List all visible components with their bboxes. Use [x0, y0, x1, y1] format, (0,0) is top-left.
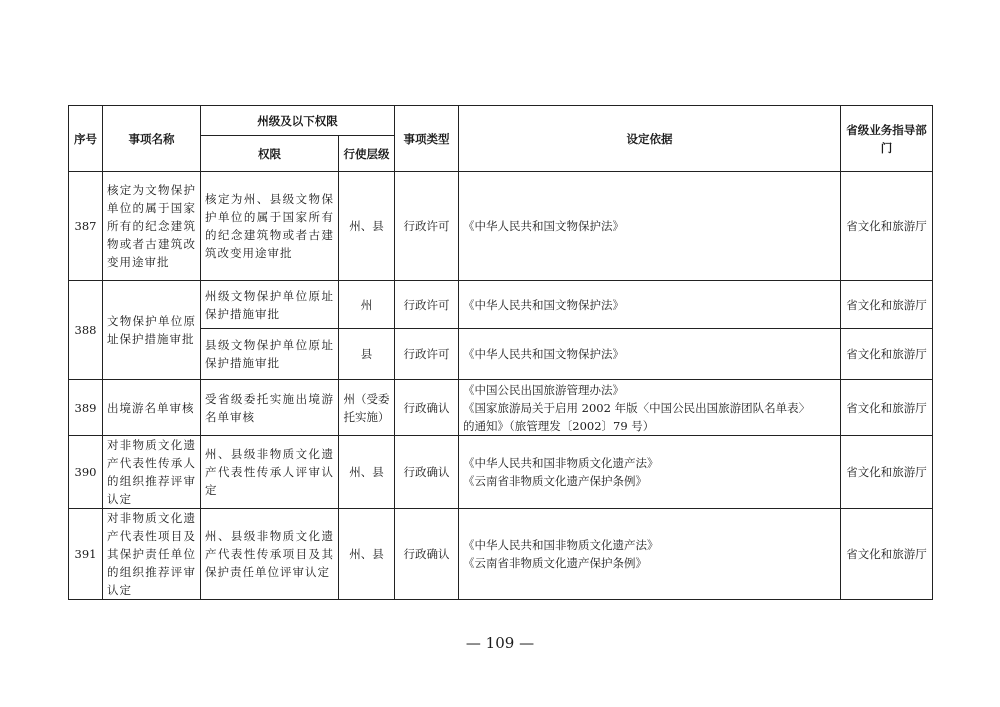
row-scope: 州级文物保护单位原址保护措施审批 [201, 281, 339, 329]
row-level: 县 [339, 329, 395, 380]
row-name: 核定为文物保护单位的属于国家所有的纪念建筑物或者古建筑改变用途审批 [103, 172, 201, 281]
table-body [69, 172, 933, 600]
basis-line: 《中华人民共和国文物保护法》 [463, 297, 624, 312]
row-department: 省文化和旅游厅 [841, 329, 933, 380]
header-authority-group: 州级及以下权限 [201, 106, 395, 136]
row-scope: 核定为州、县级文物保护单位的属于国家所有的纪念建筑物或者古建筑改变用途审批 [201, 172, 339, 281]
row-type: 行政确认 [395, 509, 459, 600]
row-type: 行政许可 [395, 281, 459, 329]
basis-line: 《中华人民共和国非物质文化遗产法》 [463, 538, 659, 552]
row-type: 行政许可 [395, 172, 459, 281]
header-basis: 设定依据 [459, 106, 841, 172]
row-seq: 388 [69, 281, 103, 380]
row-scope: 受省级委托实施出境游名单审核 [201, 380, 339, 436]
basis-line: 《云南省非物质文化遗产保护条例》 [463, 474, 647, 488]
row-basis [459, 329, 841, 380]
row-type: 行政确认 [395, 436, 459, 509]
row-seq: 389 [69, 380, 103, 436]
table-row [69, 281, 933, 329]
header-authority: 权限 [201, 136, 339, 172]
row-department: 省文化和旅游厅 [841, 436, 933, 509]
page-number: — 109 — [465, 634, 535, 652]
basis-line: 《中国公民出国旅游管理办法》 [463, 382, 624, 397]
row-scope: 州、县级非物质文化遗产代表性传承人评审认定 [201, 436, 339, 509]
row-department: 省文化和旅游厅 [841, 509, 933, 600]
row-basis [459, 281, 841, 329]
row-seq: 391 [69, 509, 103, 600]
row-scope: 州、县级非物质文化遗产代表性传承项目及其保护责任单位评审认定 [201, 509, 339, 600]
row-department: 省文化和旅游厅 [841, 172, 933, 281]
basis-line: 《中华人民共和国文物保护法》 [463, 219, 624, 233]
table-header [69, 106, 933, 172]
table-row [69, 380, 933, 436]
table-row [69, 172, 933, 281]
row-level: 州（受委托实施） [339, 380, 395, 436]
row-seq: 390 [69, 436, 103, 509]
row-level: 州 [339, 281, 395, 329]
basis-line: 《中华人民共和国非物质文化遗产法》 [463, 456, 659, 470]
row-basis [459, 436, 841, 509]
row-level: 州、县 [339, 172, 395, 281]
header-level: 行使层级 [339, 136, 395, 172]
row-department: 省文化和旅游厅 [841, 281, 933, 329]
row-basis [459, 380, 841, 436]
row-basis [459, 172, 841, 281]
row-scope: 县级文物保护单位原址保护措施审批 [201, 329, 339, 380]
row-seq: 387 [69, 172, 103, 281]
row-department: 省文化和旅游厅 [841, 380, 933, 436]
row-name: 对非物质文化遗产代表性项目及其保护责任单位的组织推荐评审认定 [103, 509, 201, 600]
row-level: 州、县 [339, 436, 395, 509]
header-name: 事项名称 [103, 106, 201, 172]
basis-line: 《云南省非物质文化遗产保护条例》 [463, 556, 647, 570]
table-row [69, 509, 933, 600]
row-type: 行政许可 [395, 329, 459, 380]
row-type: 行政确认 [395, 380, 459, 436]
authority-table [68, 105, 933, 600]
row-name: 文物保护单位原址保护措施审批 [103, 281, 201, 380]
basis-line: 《中华人民共和国文物保护法》 [463, 347, 624, 361]
row-level: 州、县 [339, 509, 395, 600]
row-name: 对非物质文化遗产代表性传承人的组织推荐评审认定 [103, 436, 201, 509]
table-row [69, 436, 933, 509]
row-name: 出境游名单审核 [103, 380, 201, 436]
basis-line: 的通知》（旅管理发〔2002〕79 号） [463, 418, 655, 433]
row-basis [459, 509, 841, 600]
header-department: 省级业务指导部门 [841, 106, 933, 172]
basis-line: 《国家旅游局关于启用 2002 年版〈中国公民出国旅游团队名单表〉 [463, 400, 811, 415]
header-seq: 序号 [69, 106, 103, 172]
header-type: 事项类型 [395, 106, 459, 172]
